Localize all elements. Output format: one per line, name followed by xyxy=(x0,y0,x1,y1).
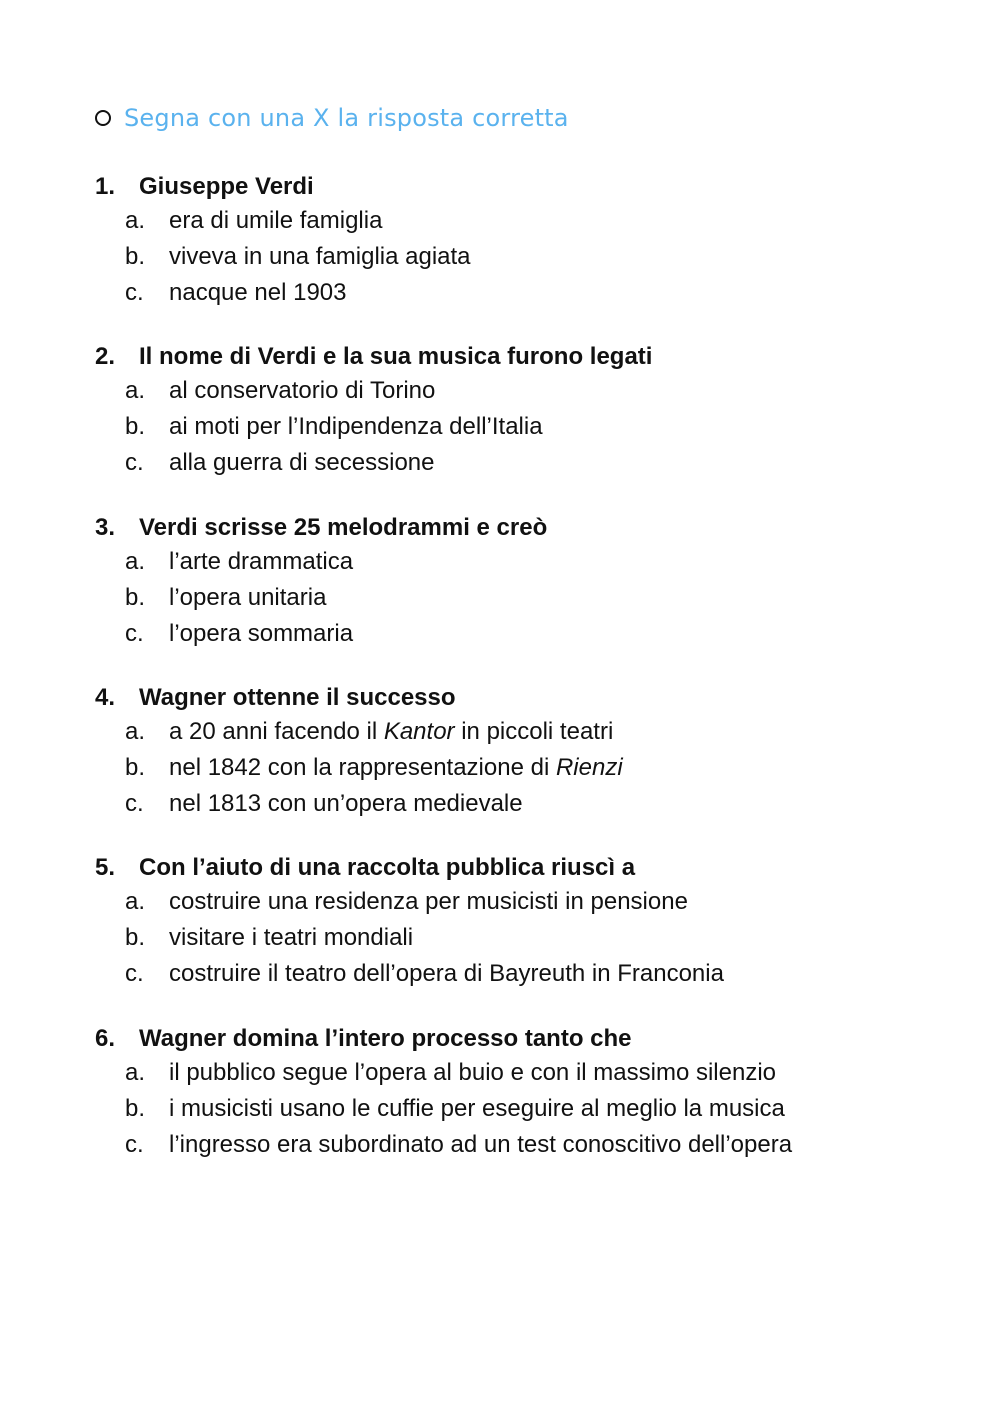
question-6 xyxy=(95,1023,975,1163)
option-a[interactable] xyxy=(95,203,975,239)
option-b[interactable] xyxy=(95,239,975,275)
question-text: Il nome di Verdi e la sua musica furono legati xyxy=(139,343,653,370)
option-letter: a. xyxy=(125,718,146,745)
option-c[interactable] xyxy=(95,616,975,652)
option-text: costruire una residenza per musicisti in pensione xyxy=(169,888,688,915)
option-letter: c. xyxy=(125,1131,144,1158)
option-text: visitare i teatri mondiali xyxy=(169,924,414,951)
question-number: 2. xyxy=(95,343,116,370)
option-letter: b. xyxy=(125,413,146,440)
question-title xyxy=(95,171,975,203)
question-number: 6. xyxy=(95,1025,116,1052)
question-3 xyxy=(95,512,975,652)
option-a[interactable] xyxy=(95,1055,975,1091)
question-title xyxy=(95,341,975,373)
question-number: 1. xyxy=(95,173,116,200)
option-letter: a. xyxy=(125,207,146,234)
option-b[interactable] xyxy=(95,750,975,786)
question-text: Giuseppe Verdi xyxy=(139,173,314,200)
option-c[interactable] xyxy=(95,786,975,822)
option-text: nacque nel 1903 xyxy=(169,279,347,306)
question-5 xyxy=(95,852,975,992)
option-c[interactable] xyxy=(95,1127,975,1163)
option-text: il pubblico segue l’opera al buio e con il massimo silenzio xyxy=(169,1059,776,1086)
option-a[interactable] xyxy=(95,714,975,750)
option-letter: c. xyxy=(125,960,144,987)
option-letter: b. xyxy=(125,924,146,951)
option-b[interactable] xyxy=(95,1091,975,1127)
option-letter: a. xyxy=(125,888,146,915)
option-c[interactable] xyxy=(95,956,975,992)
option-text-italic: Rienzi xyxy=(555,754,623,781)
option-text-italic: Kantor xyxy=(383,718,455,745)
option-a[interactable] xyxy=(95,884,975,920)
question-title xyxy=(95,682,975,714)
question-text: Verdi scrisse 25 melodrammi e creò xyxy=(139,514,548,541)
option-letter: c. xyxy=(125,449,144,476)
option-letter: b. xyxy=(125,584,146,611)
instruction xyxy=(95,98,569,138)
option-letter: c. xyxy=(125,279,144,306)
option-text: l’opera unitaria xyxy=(169,584,327,611)
question-number: 5. xyxy=(95,854,116,881)
option-b[interactable] xyxy=(95,920,975,956)
option-letter: c. xyxy=(125,620,144,647)
question-1 xyxy=(95,171,975,311)
option-c[interactable] xyxy=(95,445,975,481)
option-text: l’ingresso era subordinato ad un test conoscitivo dell’opera xyxy=(169,1131,793,1158)
option-text-part: a 20 anni facendo il xyxy=(169,718,384,745)
option-text: i musicisti usano le cuffie per eseguire al meglio la musica xyxy=(169,1095,785,1122)
question-text: Wagner domina l’intero processo tanto che xyxy=(139,1025,632,1052)
option-text: era di umile famiglia xyxy=(169,207,383,234)
option-letter: a. xyxy=(125,377,146,404)
option-text: alla guerra di secessione xyxy=(169,449,435,476)
option-letter: c. xyxy=(125,790,144,817)
option-text-part: nel 1842 con la rappresentazione di xyxy=(169,754,556,781)
option-text xyxy=(169,714,613,750)
question-2 xyxy=(95,341,975,481)
question-number: 3. xyxy=(95,514,116,541)
question-title xyxy=(95,1023,975,1055)
option-a[interactable] xyxy=(95,544,975,580)
option-letter: b. xyxy=(125,243,146,270)
option-text: l’opera sommaria xyxy=(169,620,354,647)
option-text: viveva in una famiglia agiata xyxy=(169,243,471,270)
circle-bullet-icon xyxy=(95,110,111,126)
option-text: costruire il teatro dell’opera di Bayreuth in Franconia xyxy=(169,960,724,987)
question-title xyxy=(95,852,975,884)
question-text: Wagner ottenne il successo xyxy=(139,684,456,711)
option-text: al conservatorio di Torino xyxy=(169,377,436,404)
option-text: l’arte drammatica xyxy=(169,548,354,575)
question-number: 4. xyxy=(95,684,116,711)
option-b[interactable] xyxy=(95,409,975,445)
option-text-part: in piccoli teatri xyxy=(454,718,614,745)
option-letter: a. xyxy=(125,1059,146,1086)
option-letter: a. xyxy=(125,548,146,575)
option-letter: b. xyxy=(125,754,146,781)
option-text: nel 1813 con un’opera medievale xyxy=(169,790,523,817)
instruction-text: Segna con una X la risposta corretta xyxy=(124,104,569,132)
question-4 xyxy=(95,682,975,822)
option-letter: b. xyxy=(125,1095,146,1122)
option-text: ai moti per l’Indipendenza dell’Italia xyxy=(169,413,543,440)
option-c[interactable] xyxy=(95,275,975,311)
question-text: Con l’aiuto di una raccolta pubblica riuscì a xyxy=(139,854,636,881)
question-title xyxy=(95,512,975,544)
option-text xyxy=(169,750,623,786)
option-b[interactable] xyxy=(95,580,975,616)
option-a[interactable] xyxy=(95,373,975,409)
